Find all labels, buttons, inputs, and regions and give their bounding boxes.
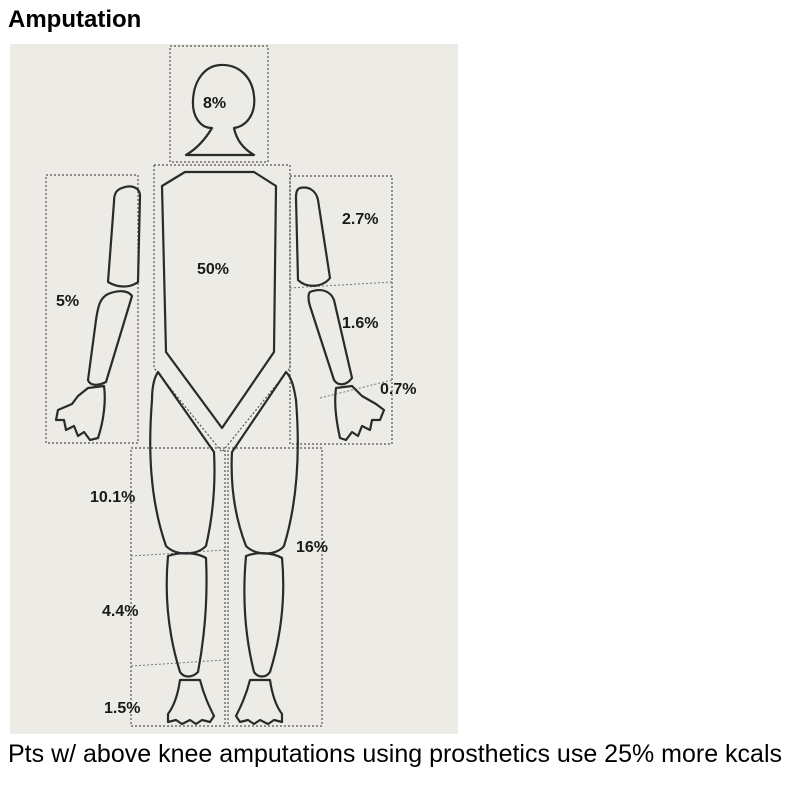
head-percent: 8% — [203, 95, 227, 112]
upper-arm-percent: 2.7% — [342, 211, 379, 228]
whole-arm-percent: 5% — [56, 293, 80, 310]
caption-text: Pts w/ above knee amputations using prosthetics use 25% more kcals — [8, 740, 783, 768]
whole-leg-percent: 16% — [296, 539, 329, 556]
hand-percent: 0.7% — [380, 381, 417, 398]
foot-percent: 1.5% — [104, 700, 141, 717]
thigh-percent: 10.1% — [90, 489, 136, 506]
page-title: Amputation — [8, 6, 142, 33]
forearm-percent: 1.6% — [342, 315, 379, 332]
lower-leg-percent: 4.4% — [102, 603, 139, 620]
trunk-percent: 50% — [197, 261, 230, 278]
